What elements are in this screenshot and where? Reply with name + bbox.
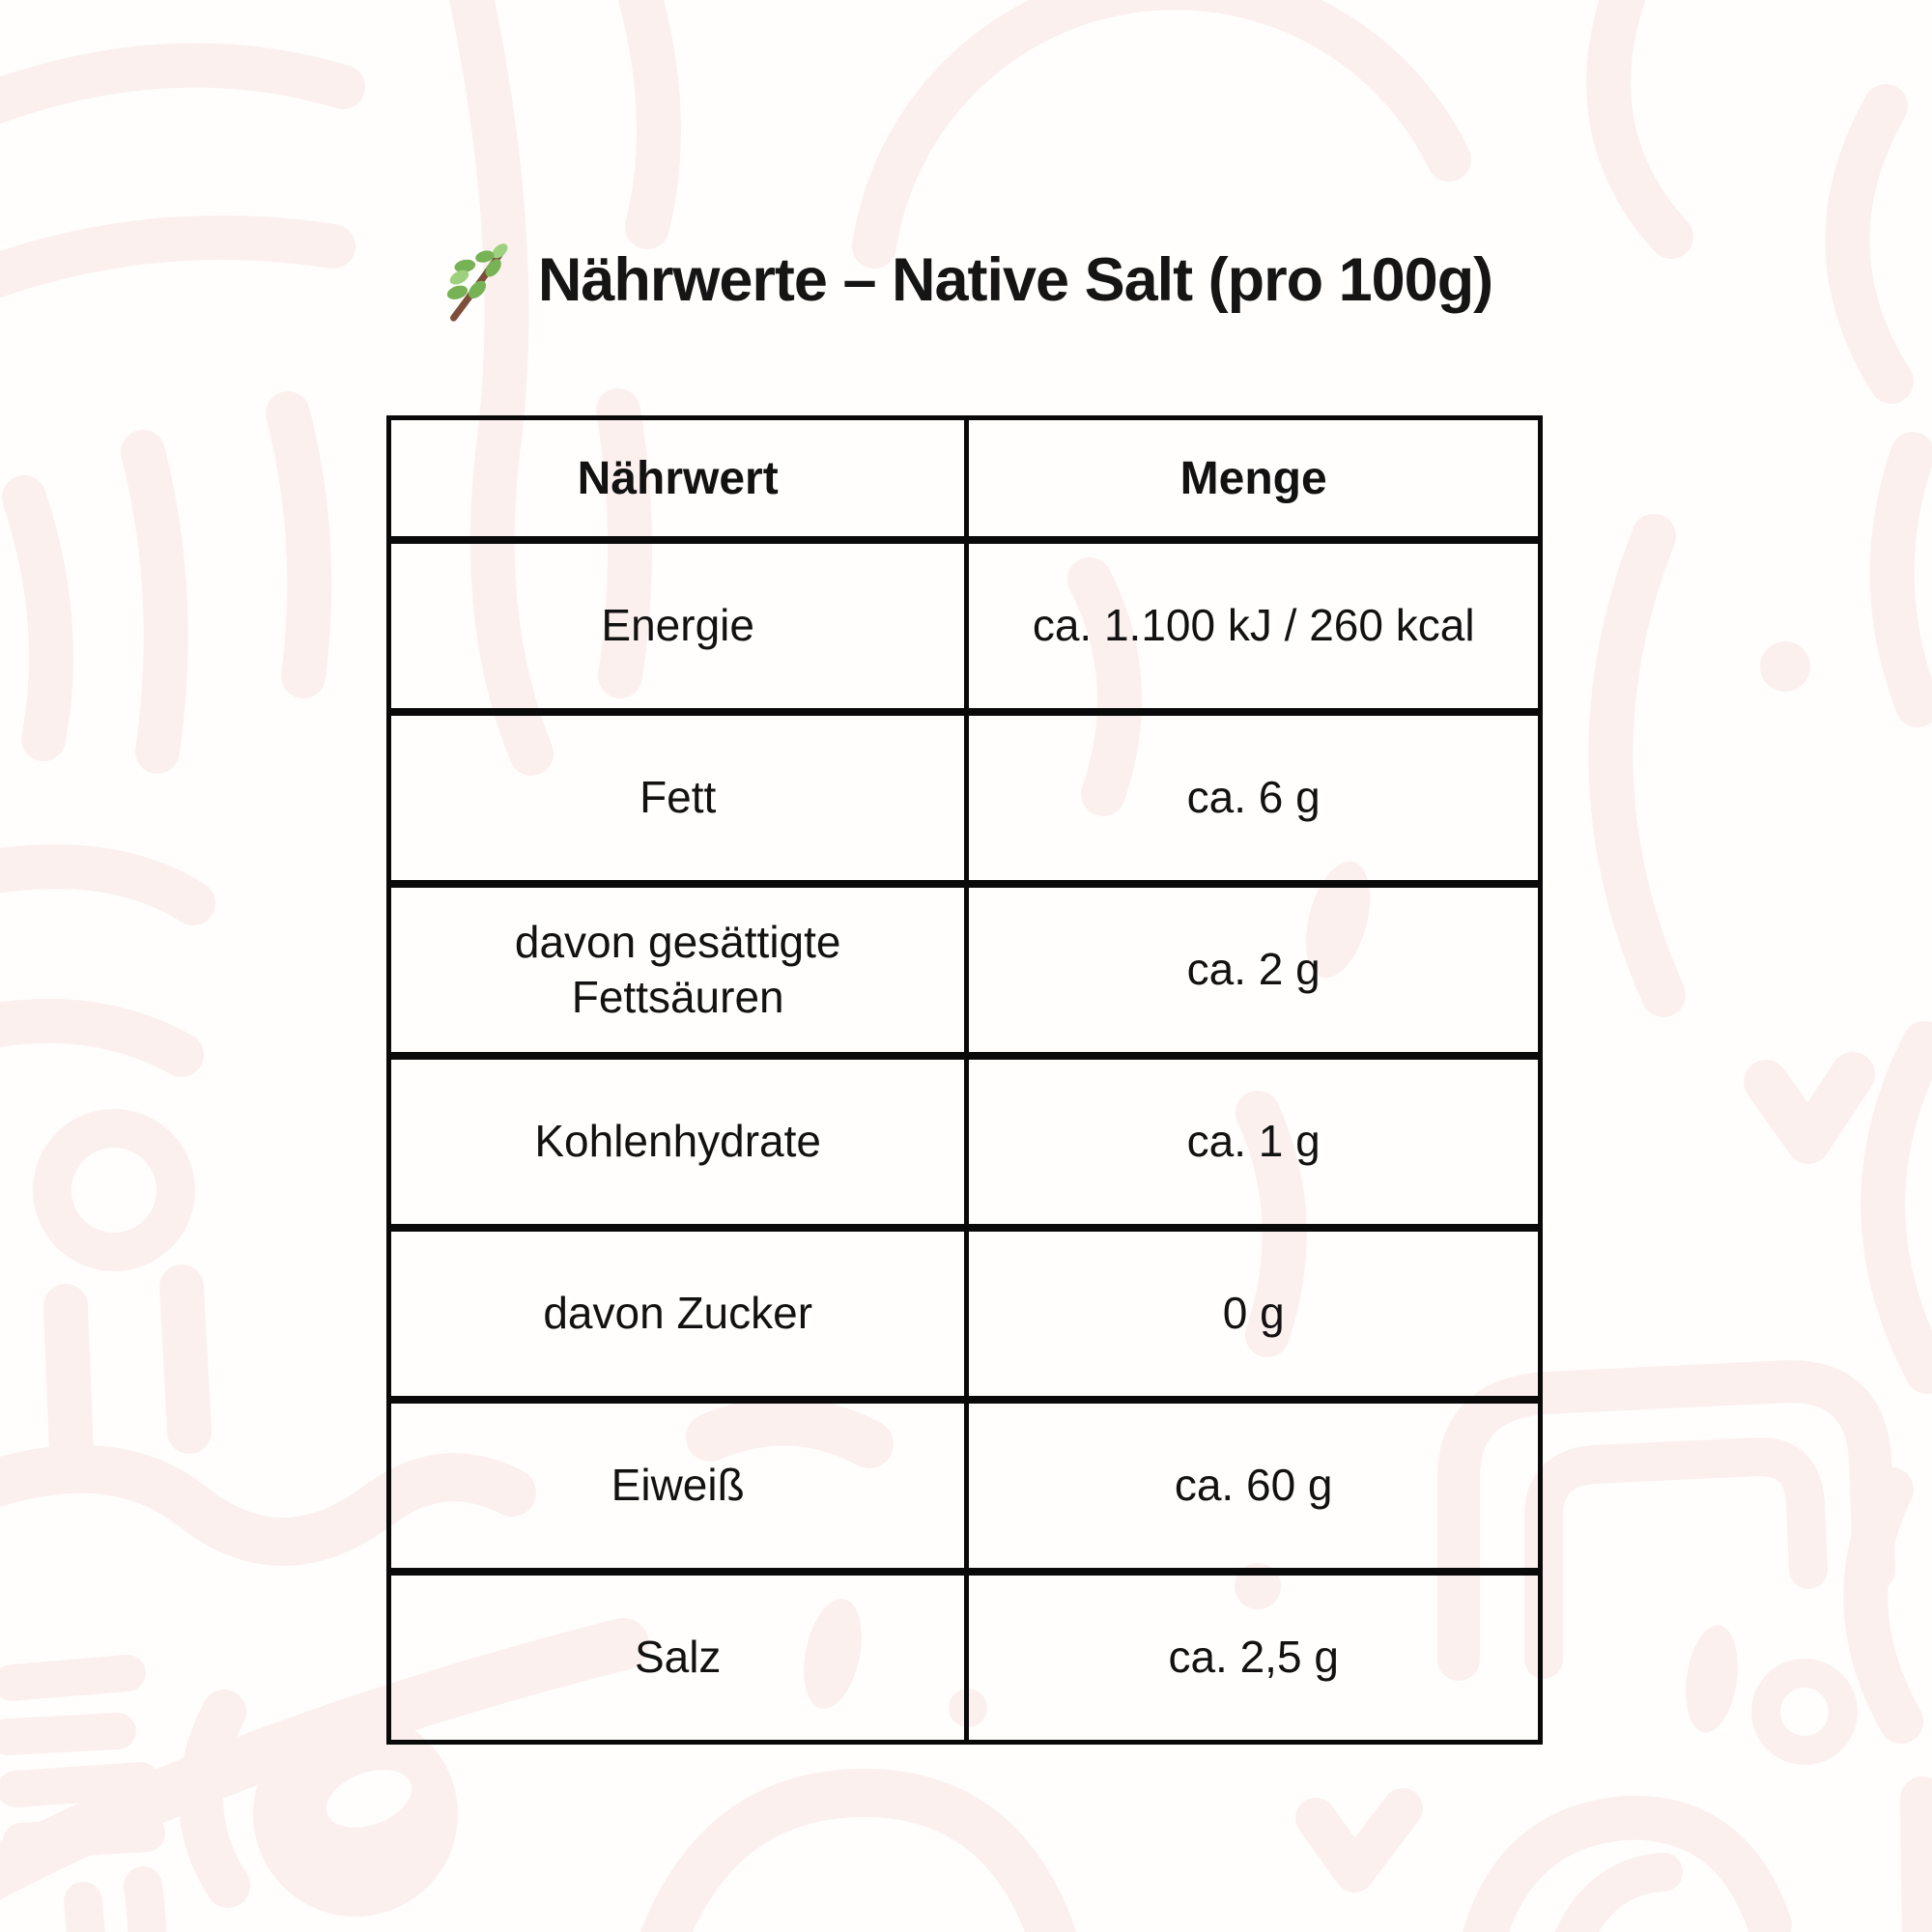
table-row-eiweiss bbox=[389, 1400, 1541, 1572]
table-row-fett bbox=[389, 712, 1541, 884]
nutrient-cell: davon gesättigte Fettsäuren bbox=[389, 884, 967, 1056]
nutrient-cell: Eiweiß bbox=[389, 1400, 967, 1572]
table-header-row bbox=[389, 418, 1541, 541]
page-title: Nährwerte – Native Salt (pro 100g) bbox=[537, 246, 1493, 314]
amount-cell: 0 g bbox=[967, 1228, 1541, 1400]
amount-cell: ca. 2,5 g bbox=[967, 1572, 1541, 1743]
amount-cell: ca. 1.100 kJ / 260 kcal bbox=[967, 540, 1541, 712]
table-row-gesaettigte-fettsaeuren bbox=[389, 884, 1541, 1056]
nutrient-cell: davon Zucker bbox=[389, 1228, 967, 1400]
amount-cell: ca. 6 g bbox=[967, 712, 1541, 884]
amount-cell: ca. 2 g bbox=[967, 884, 1541, 1056]
amount-cell: ca. 1 g bbox=[967, 1056, 1541, 1228]
nutrition-table bbox=[386, 415, 1543, 1745]
herb-icon bbox=[440, 241, 517, 324]
page-header bbox=[0, 239, 1932, 322]
nutrient-cell: Fett bbox=[389, 712, 967, 884]
table-row-kohlenhydrate bbox=[389, 1056, 1541, 1228]
table-row-zucker bbox=[389, 1228, 1541, 1400]
nutrient-cell: Energie bbox=[389, 540, 967, 712]
column-header-amount: Menge bbox=[967, 418, 1541, 541]
amount-cell: ca. 60 g bbox=[967, 1400, 1541, 1572]
nutrient-cell: Kohlenhydrate bbox=[389, 1056, 967, 1228]
table-row-energie bbox=[389, 540, 1541, 712]
nutrient-cell: Salz bbox=[389, 1572, 967, 1743]
column-header-nutrient: Nährwert bbox=[389, 418, 967, 541]
table-row-salz bbox=[389, 1572, 1541, 1743]
